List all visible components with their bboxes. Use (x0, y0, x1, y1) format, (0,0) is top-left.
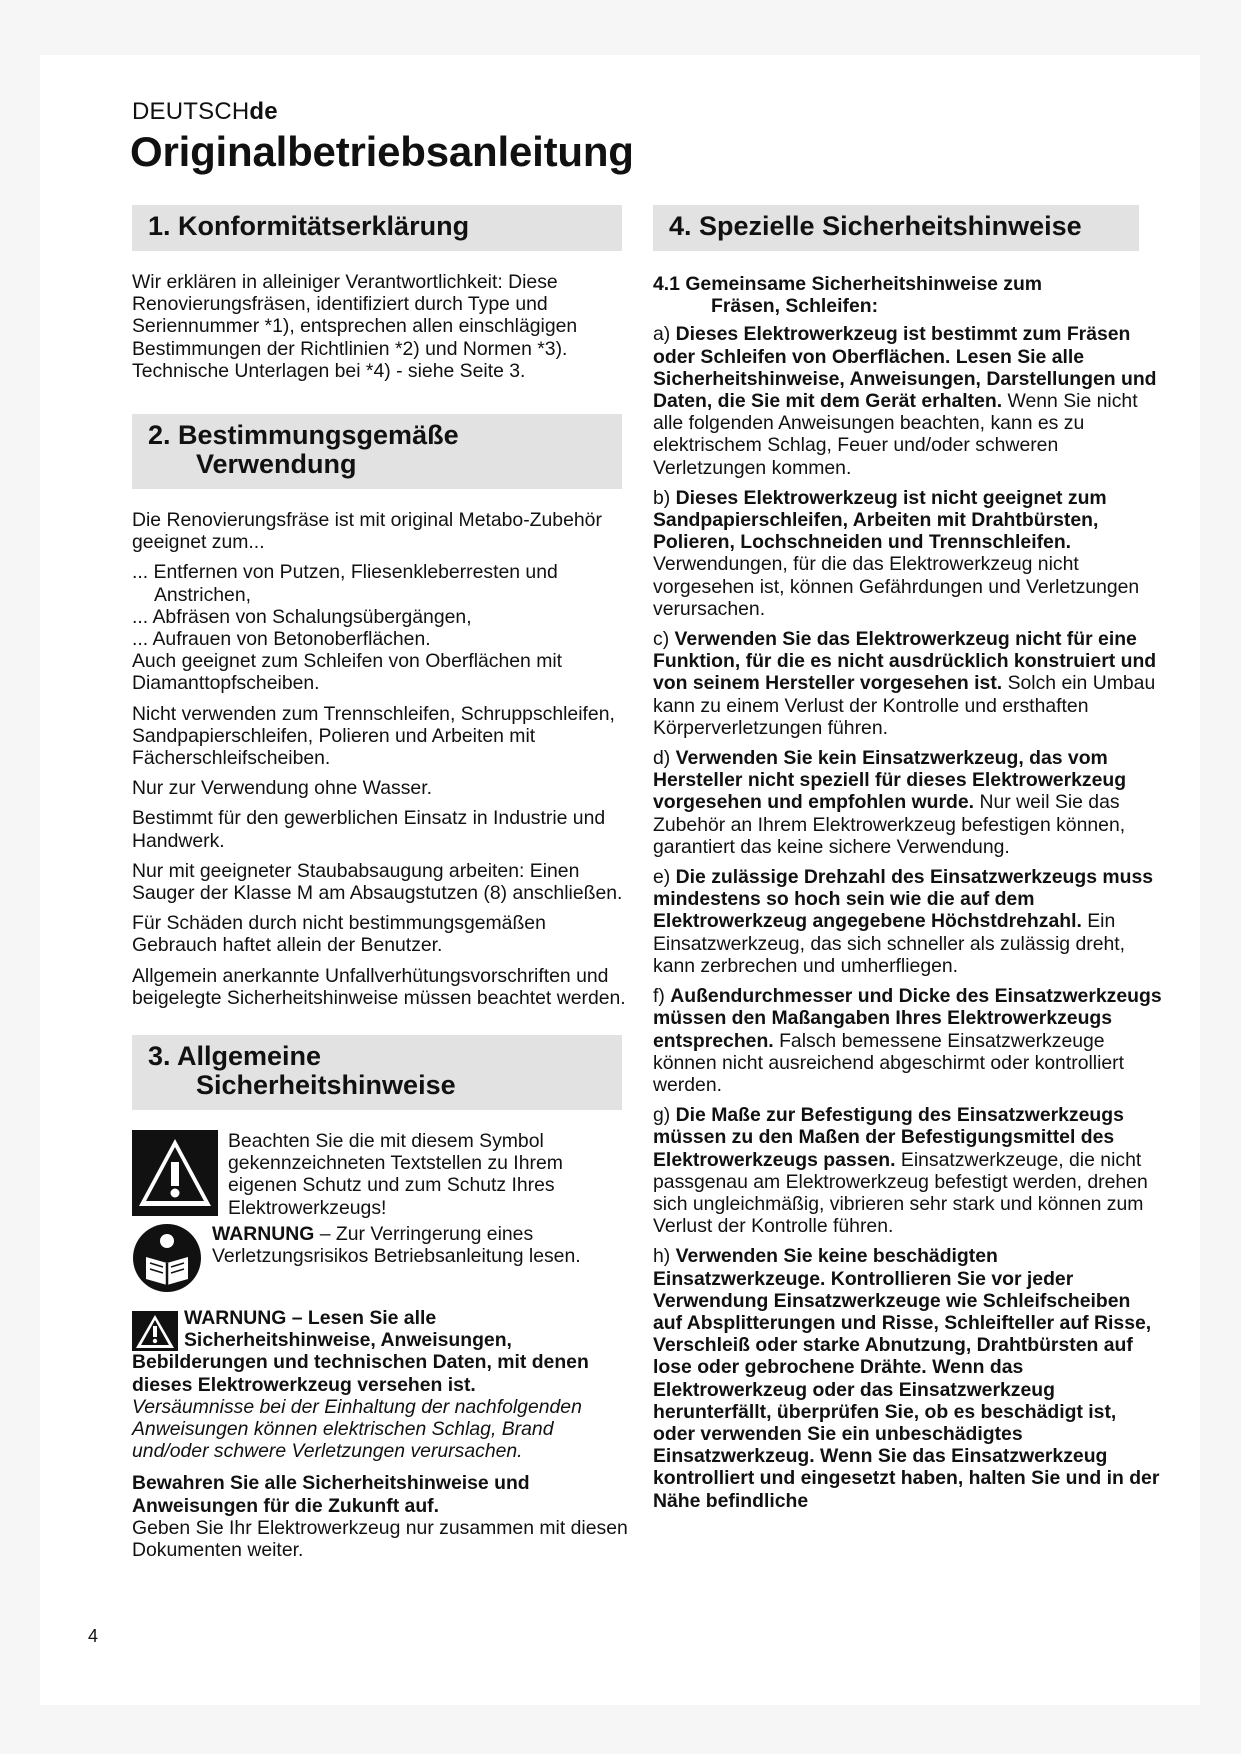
paragraph: Auch geeignet zum Schleifen von Oberflächen mit Diamanttopfscheiben. (132, 650, 563, 695)
read-manual-note: WARNUNG – Zur Verringerung eines Verletzungsrisikos Betriebsanleitung lesen. (132, 1223, 630, 1293)
paragraph: Allgemein anerkannte Unfallverhütungsvorschriften und beigelegte Sicherheitshinweise müssen beachtet werden. (132, 964, 626, 1009)
safety-item-a: a) Dieses Elektrowerkzeug ist bestimmt zum Fräsen oder Schleifen von Oberflächen. Lesen Sie alle Sicherheitshinweise, Anweisungen, Darstellungen und Daten, die Sie mit dem Gerät erhalten. Wenn Sie nicht alle folgenden Anweisungen beachten, kann es zu elektrischem Schlag, Feuer und/oder schweren Verletzungen kommen. (653, 323, 1157, 479)
warning-triangle-icon (132, 1130, 218, 1216)
page-title: Originalbetriebsanleitung (130, 128, 634, 175)
left-column (132, 205, 630, 1569)
symbol-note (132, 1130, 630, 1219)
paragraph: Nur mit geeigneter Staubabsaugung arbeiten: Einen Sauger der Klasse M am Absaugstutzen (8) anschließen. (132, 859, 623, 905)
safety-item-e: e) Die zulässige Drehzahl des Einsatzwerkzeugs muss mindestens so hoch sein wie die auf dem Elektrowerkzeug angegebene Höchstdrehzahl. Ein Einsatzwerkzeug, das sich schneller als zulässig dreht, kann zerbrechen und umherfliegen. (653, 866, 1154, 977)
section-3-heading: 3. Allgemeine Sicherheitshinweise (132, 1035, 622, 1110)
general-warning: WARNUNG – Lesen Sie alle Sicherheitshinweise, Anweisungen, Bebilderungen und technischen Daten, mit denen dieses Elektrowerkzeug versehen ist. Versäumnisse bei der Einhaltung der nachfolgenden Anweisungen können elektrischen Schlag, Brand und/oder schwere Verletzungen verursachen. (132, 1306, 589, 1463)
subsection-4-1-title: 4.1 Gemeinsame Sicherheitshinweise zum Fräsen, Schleifen: (653, 273, 1043, 318)
safety-item-c: c) Verwenden Sie das Elektrowerkzeug nicht für eine Funktion, für die es nicht ausdrücklich konstruiert und von seinem Hersteller vorgesehen ist. Solch ein Umbau kann zu einem Verlust der Kontrolle und ersthaften Körperverletzungen führen. (653, 628, 1157, 739)
list-item: ... Aufrauen von Betonoberflächen. (132, 628, 431, 651)
list-item: ... Entfernen von Putzen, Fliesenkleberresten und Anstrichen, (132, 561, 558, 606)
safety-item-b: b) Dieses Elektrowerkzeug ist nicht geeignet zum Sandpapierschleifen, Arbeiten mit Drahtbürsten, Polieren, Lochschneiden und Trennschleifen. Verwendungen, für die das Elektrowerkzeug nicht vorgesehen ist, können Gefährdungen und Verletzungen verursachen. (653, 486, 1140, 620)
safety-item-d: d) Verwenden Sie kein Einsatzwerkzeug, das vom Hersteller nicht speziell für dieses Elektrowerkzeug vorgesehen und empfohlen wurde. Nur weil Sie das Zubehör an Ihrem Elektrowerkzeug befestigen können, garantiert das keine sichere Verwendung. (653, 747, 1127, 858)
paragraph: Nur zur Verwendung ohne Wasser. (132, 777, 432, 800)
section-4-heading: 4. Spezielle Sicherheitshinweise (653, 205, 1139, 251)
read-manual-icon (132, 1223, 202, 1293)
paragraph: Bestimmt für den gewerblichen Einsatz in Industrie und Handwerk. (132, 807, 606, 852)
safety-item-h: h) Verwenden Sie keine beschädigten Einsatzwerkzeuge. Kontrollieren Sie vor jeder Verwendung Einsatzwerkzeuge wie Schleifscheiben auf Absplitterungen und Risse, Schleifteller auf Risse, Verschleiß oder starke Abnutzung, Drahtbürsten auf lose oder gebrochene Drähte. Wenn das Elektrowerkzeug oder das Einsatzwerkzeug herunterfällt, überprüfen Sie, ob es beschädigt ist, oder verwenden Sie ein unbeschädigtes Einsatzwerkzeug. Wenn Sie das Einsatzwerkzeug kontrolliert und eingesetzt haben, halten Sie und in der Nähe befindliche (653, 1245, 1160, 1512)
section-1-heading: 1. Konformitätserklärung (132, 205, 622, 251)
list-item: ... Abfräsen von Schalungsübergängen, (132, 605, 472, 628)
safety-item-g: g) Die Maße zur Befestigung des Einsatzwerkzeugs müssen zu den Maßen der Befestigungsmittel des Elektrowerkzeugs passen. Einsatzwerkzeuge, die nicht passgenau am Elektrowerkzeug befestigt werden, drehen sich ungleichmäßig, vibrieren sehr stark und können zum Verlust der Kontrolle führen. (653, 1104, 1148, 1238)
warning-triangle-icon (132, 1311, 178, 1351)
right-column (653, 205, 1163, 1520)
section-2-intro: Die Renovierungsfräse ist mit original Metabo-Zubehör geeignet zum... (132, 509, 602, 554)
symbol-note-text: Beachten Sie die mit diesem Symbol gekennzeichneten Textstellen zu Ihrem eigenen Schutz und zum Schutz Ihres Elektrowerkzeugs! (228, 1130, 563, 1219)
section-1-body: Wir erklären in alleiniger Verantwortlichkeit: Diese Renovierungsfräsen, identifiziert durch Type und Seriennummer *1), entsprechen allen einschlägigen Bestimmungen der Richtlinien *2) und Normen *3). Technische Unterlagen bei *4) - siehe Seite 3. (132, 271, 578, 382)
safety-item-f: f) Außendurchmesser und Dicke des Einsatzwerkzeugs müssen den Maßangaben Ihres Elektrowerkzeugs entsprechen. Falsch bemessene Einsatzwerkzeuge können nicht ausreichend abgeschirmt oder kontrolliert werden. (653, 985, 1162, 1096)
paragraph: Nicht verwenden zum Trennschleifen, Schruppschleifen, Sandpapierschleifen, Polieren und Arbeiten mit Fächerschleifscheiben. (132, 702, 615, 770)
language-label: DEUTSCHde (132, 98, 278, 125)
paragraph: Für Schäden durch nicht bestimmungsgemäßen Gebrauch haftet allein der Benutzer. (132, 912, 546, 957)
page-number: 4 (88, 1626, 99, 1646)
keep-instructions: Bewahren Sie alle Sicherheitshinweise und Anweisungen für die Zukunft auf. (132, 1472, 530, 1517)
keep-instructions-text: Geben Sie Ihr Elektrowerkzeug nur zusammen mit diesen Dokumenten weiter. (132, 1516, 628, 1561)
usage-list (132, 561, 630, 650)
section-2-heading: 2. Bestimmungsgemäße Verwendung (132, 414, 622, 489)
